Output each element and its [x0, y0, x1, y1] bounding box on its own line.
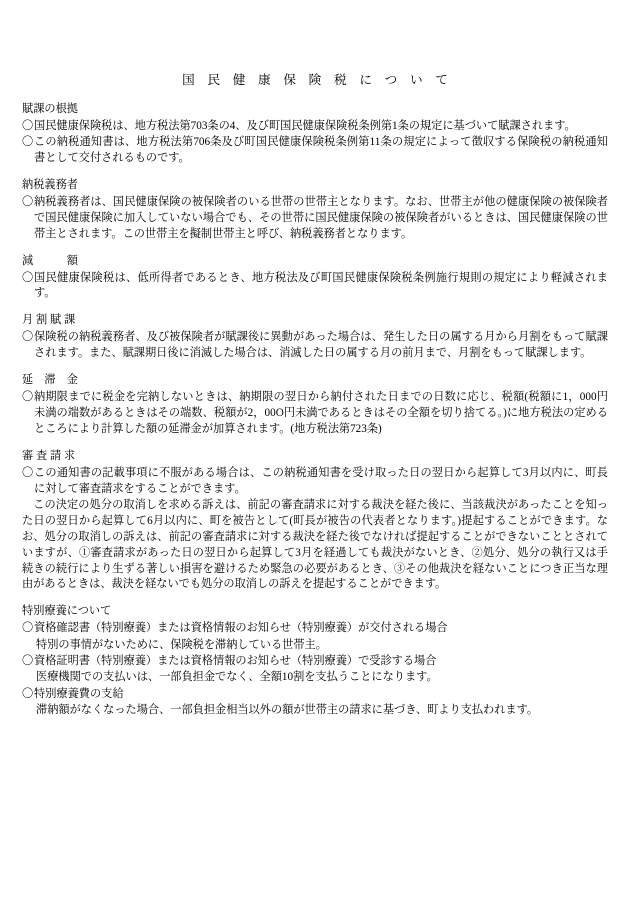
circle-bullet-icon: 〇 [22, 687, 34, 700]
bullet-item [22, 390, 608, 438]
bullet-item-text: 国民健康保険税は、地方税法第703条の4、及び町国民健康保険税条例第1条の規定に基づいて賦課されます。 [34, 119, 576, 132]
circle-bullet-icon: 〇 [22, 136, 34, 149]
bullet-item [22, 119, 608, 135]
document-section [22, 604, 608, 719]
circle-bullet-icon: 〇 [22, 622, 34, 635]
circle-bullet-icon: 〇 [22, 390, 34, 403]
bullet-item-text: 納税義務者は、国民健康保険の被保険者のいる世帯の世帯主となります。なお、世帯主が他の健康保険の被保険者で国民健康保険に加入していない場合でも、その世帯に国民健康保険の被保険者がいるときは、国民健康保険の世帯主とされます。この世帯主を擬制世帯主と呼び、納税義務者となります。 [34, 195, 608, 240]
paragraph-text: この決定の処分の取消しを求める訴えは、前記の審査請求に対する裁決を経た後に、当該裁決があったことを知った日の翌日から起算して6月以内に、町を被告として(町長が被告の代表者となります。)提起することができます。なお、処分の取消しの訴えは、前記の審査請求に対する裁決を経た後でなければ提起することができないこととされていますが、①審査請求があった日の翌日から起算して3月を経過しても裁決がないとき、②処分、処分の執行又は手続きの続行により生ずる著しい損害を避けるため緊急の必要があるとき、③その他裁決を経ないことにつき正当な理由があるときは、裁決を経ないでも処分の取消しの訴えを提起することができます。 [22, 498, 608, 591]
document-section [22, 102, 608, 167]
bullet-item [22, 654, 608, 670]
bullet-item-text: 国民健康保険税は、低所得者であるとき、地方税法及び町国民健康保険税条例施行規則の規定により軽減されます。 [34, 271, 608, 300]
bullet-item [22, 195, 608, 243]
bullet-item-text: この通知書の記載事項に不服がある場合は、この納税通知書を受け取った日の翌日から起算して3月以内に、町長に対して審査請求をすることができます。 [34, 466, 608, 495]
section-heading: 延 滞 金 [22, 374, 78, 387]
document-section [22, 178, 608, 243]
section-heading: 減 額 [22, 254, 78, 267]
bullet-item [22, 330, 608, 362]
circle-bullet-icon: 〇 [22, 195, 34, 208]
section-heading: 賦課の根拠 [22, 102, 78, 115]
circle-bullet-icon: 〇 [22, 655, 34, 668]
section-heading: 審 査 請 求 [22, 449, 76, 462]
document-section [22, 313, 608, 362]
sub-line-text: 医療機関での支払いは、一部負担金でなく、全額10割を支払うことになります。 [36, 671, 438, 684]
circle-bullet-icon: 〇 [22, 271, 34, 284]
circle-bullet-icon: 〇 [22, 119, 34, 132]
bullet-item [22, 621, 608, 637]
document-section [22, 254, 608, 303]
section-heading: 納税義務者 [22, 179, 78, 191]
bullet-item [22, 687, 608, 703]
bullet-item-text: 保険税の納税義務者、及び被保険者が賦課後に異動があった場合は、発生した日の属する月から月割をもって賦課されます。また、賦課期日後に消滅した場合は、消滅した日の属する月の前月まで、月割をもって賦課します。 [34, 331, 608, 360]
document-section [22, 373, 608, 438]
document-body [22, 102, 608, 719]
bullet-item-text: 資格確認書（特別療養）または資格情報のお知らせ（特別療養）が交付される場合 [34, 622, 448, 635]
bullet-item [22, 466, 608, 498]
sub-line-text: 滞納額がなくなった場合、一部負担金相当以外の額が世帯主の請求に基づき、町より支払われます。 [36, 704, 539, 717]
sub-line-text: 特別の事情がないために、保険税を滞納している世帯主。 [36, 638, 327, 651]
bullet-item-text: この納税通知書は、地方税法第706条及び町国民健康保険税条例第11条の規定によって徴収する保険税の納税通知書として交付されるものです。 [34, 136, 608, 165]
bullet-item-text: 資格証明書（特別療養）または資格情報のお知らせ（特別療養）で受診する場合 [34, 655, 437, 668]
bullet-item-text: 特別療養費の支給 [34, 687, 124, 700]
circle-bullet-icon: 〇 [22, 466, 34, 479]
section-heading: 特別療養について [22, 605, 112, 618]
document-section [22, 449, 608, 594]
circle-bullet-icon: 〇 [22, 331, 34, 344]
bullet-item-text: 納期限までに税金を完納しないときは、納期限の翌日から納付された日までの日数に応じ、税額(税額に1，000円未満の端数があるときはその端数、税額が2，00O円未満であるときはその全額を切り捨てる。)に地方税法の定めるところにより計算した額の延滞金が加算されます。(地方税法第723条) [34, 390, 608, 435]
bullet-item [22, 271, 608, 303]
page-title: 国 民 健 康 保 険 税 に つ い て [182, 73, 453, 87]
section-heading: 月 割 賦 課 [22, 314, 76, 327]
bullet-item [22, 135, 608, 167]
